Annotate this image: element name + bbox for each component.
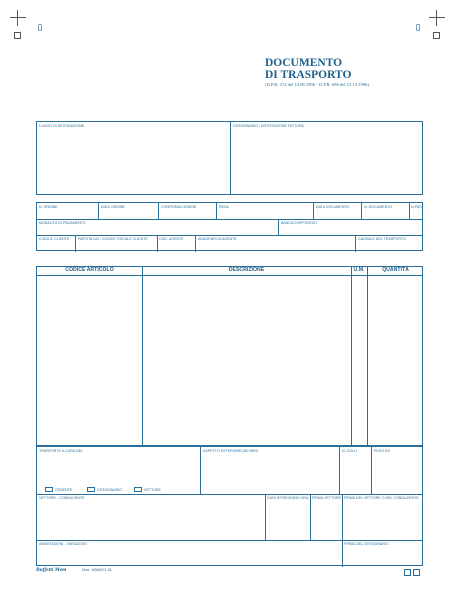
- brand-logo: Buffetti Mem: [36, 567, 67, 573]
- resa-field[interactable]: RESA: [219, 205, 229, 209]
- order-date-field[interactable]: DATA ORDINE: [101, 205, 125, 209]
- transport-reason-field[interactable]: CAUSALE DEL TRASPORTO: [358, 237, 406, 241]
- consignee-signature-field[interactable]: FIRMA DEL CESSIONARIO: [344, 542, 389, 546]
- registration-square-right: [433, 32, 440, 39]
- driver-signature-field[interactable]: FIRMA VETTORE: [312, 496, 341, 500]
- sender-option-label: CEDENTE: [55, 488, 73, 492]
- column-header-um: U.M.: [353, 267, 365, 273]
- document-title-line1: DOCUMENTO: [265, 57, 343, 69]
- hole-mark-right: [416, 24, 420, 31]
- corner-mark-left: [10, 10, 26, 26]
- carrier-driver-field[interactable]: VETTORE - CONDUCENTE: [39, 496, 85, 500]
- agent-registry-field[interactable]: ANAGRAFICA AGENTE: [198, 237, 237, 241]
- column-header-quantity: QUANTITÀ: [382, 267, 409, 273]
- vat-code-field[interactable]: PARTITA IVA / CODICE FISCALE CLIENTE: [78, 237, 148, 241]
- registration-square-left: [14, 32, 21, 39]
- transport-section: [36, 446, 423, 566]
- column-header-description: DESCRIZIONE: [228, 267, 265, 273]
- packages-field[interactable]: N. COLLI: [342, 449, 357, 453]
- items-table: [36, 266, 423, 446]
- destination-field[interactable]: LUOGO DI DESTINAZIONE: [39, 124, 85, 128]
- address-section: [36, 121, 423, 195]
- consignee-field[interactable]: CESSIONARIO / INTESTAZIONE FATTURA: [233, 124, 304, 128]
- carrier-checkbox[interactable]: [134, 487, 142, 492]
- order-number-field[interactable]: N. ORDINE: [39, 205, 58, 209]
- transport-by-label: TRASPORTO A CURA DEL: [39, 449, 84, 453]
- sender-signature-field[interactable]: FIRMA DEL VETTORE O DEL CONDUCENTE: [344, 496, 419, 500]
- footer-box-2: [413, 569, 420, 576]
- corner-mark-right: [429, 10, 445, 26]
- column-header-code: CODICE ARTICOLO: [65, 267, 114, 273]
- pickup-time-field[interactable]: INIZIO ORA: [289, 496, 309, 500]
- document-date-field[interactable]: DATA DOCUMENTO: [316, 205, 350, 209]
- document-title-line2: DI TRASPORTO: [265, 69, 352, 81]
- order-confirm-field[interactable]: CONFERMA ORDINE: [161, 205, 197, 209]
- receiver-checkbox[interactable]: [87, 487, 95, 492]
- client-code-field[interactable]: CODICE CLIENTE: [39, 237, 70, 241]
- annotations-field[interactable]: ANNOTAZIONI - VARIAZIONI: [39, 542, 87, 546]
- agent-code-field[interactable]: COD. AGENTE: [159, 237, 184, 241]
- order-info-section: [36, 202, 423, 251]
- sender-checkbox[interactable]: [45, 487, 53, 492]
- document-subtitle: (D.P.R. 472 del 14.08.1996 - D.P.R. 696 del 21.12.1996): [265, 82, 369, 87]
- carrier-option-label: VETTORE: [144, 488, 161, 492]
- payment-method-field[interactable]: MODALITÀ DI PAGAMENTO: [39, 221, 86, 225]
- items-body-area[interactable]: [37, 276, 424, 446]
- receiver-option-label: CESSIONARIO: [97, 488, 122, 492]
- model-number: Mod. 1858MC1 DL: [82, 568, 113, 572]
- footer-box-1: [404, 569, 411, 576]
- bank-field[interactable]: BANCA D'APPOGGIO: [281, 221, 317, 225]
- weight-field[interactable]: PESO KG: [374, 449, 391, 453]
- page-number-field[interactable]: N.PAG.: [411, 205, 423, 209]
- document-number-field[interactable]: N. DOCUMENTO: [364, 205, 393, 209]
- pickup-date-field[interactable]: DATA RITIRO: [267, 496, 290, 500]
- goods-appearance-field[interactable]: ASPETTO ESTERIORE DEI BENI: [203, 449, 258, 453]
- hole-mark-left: [38, 24, 42, 31]
